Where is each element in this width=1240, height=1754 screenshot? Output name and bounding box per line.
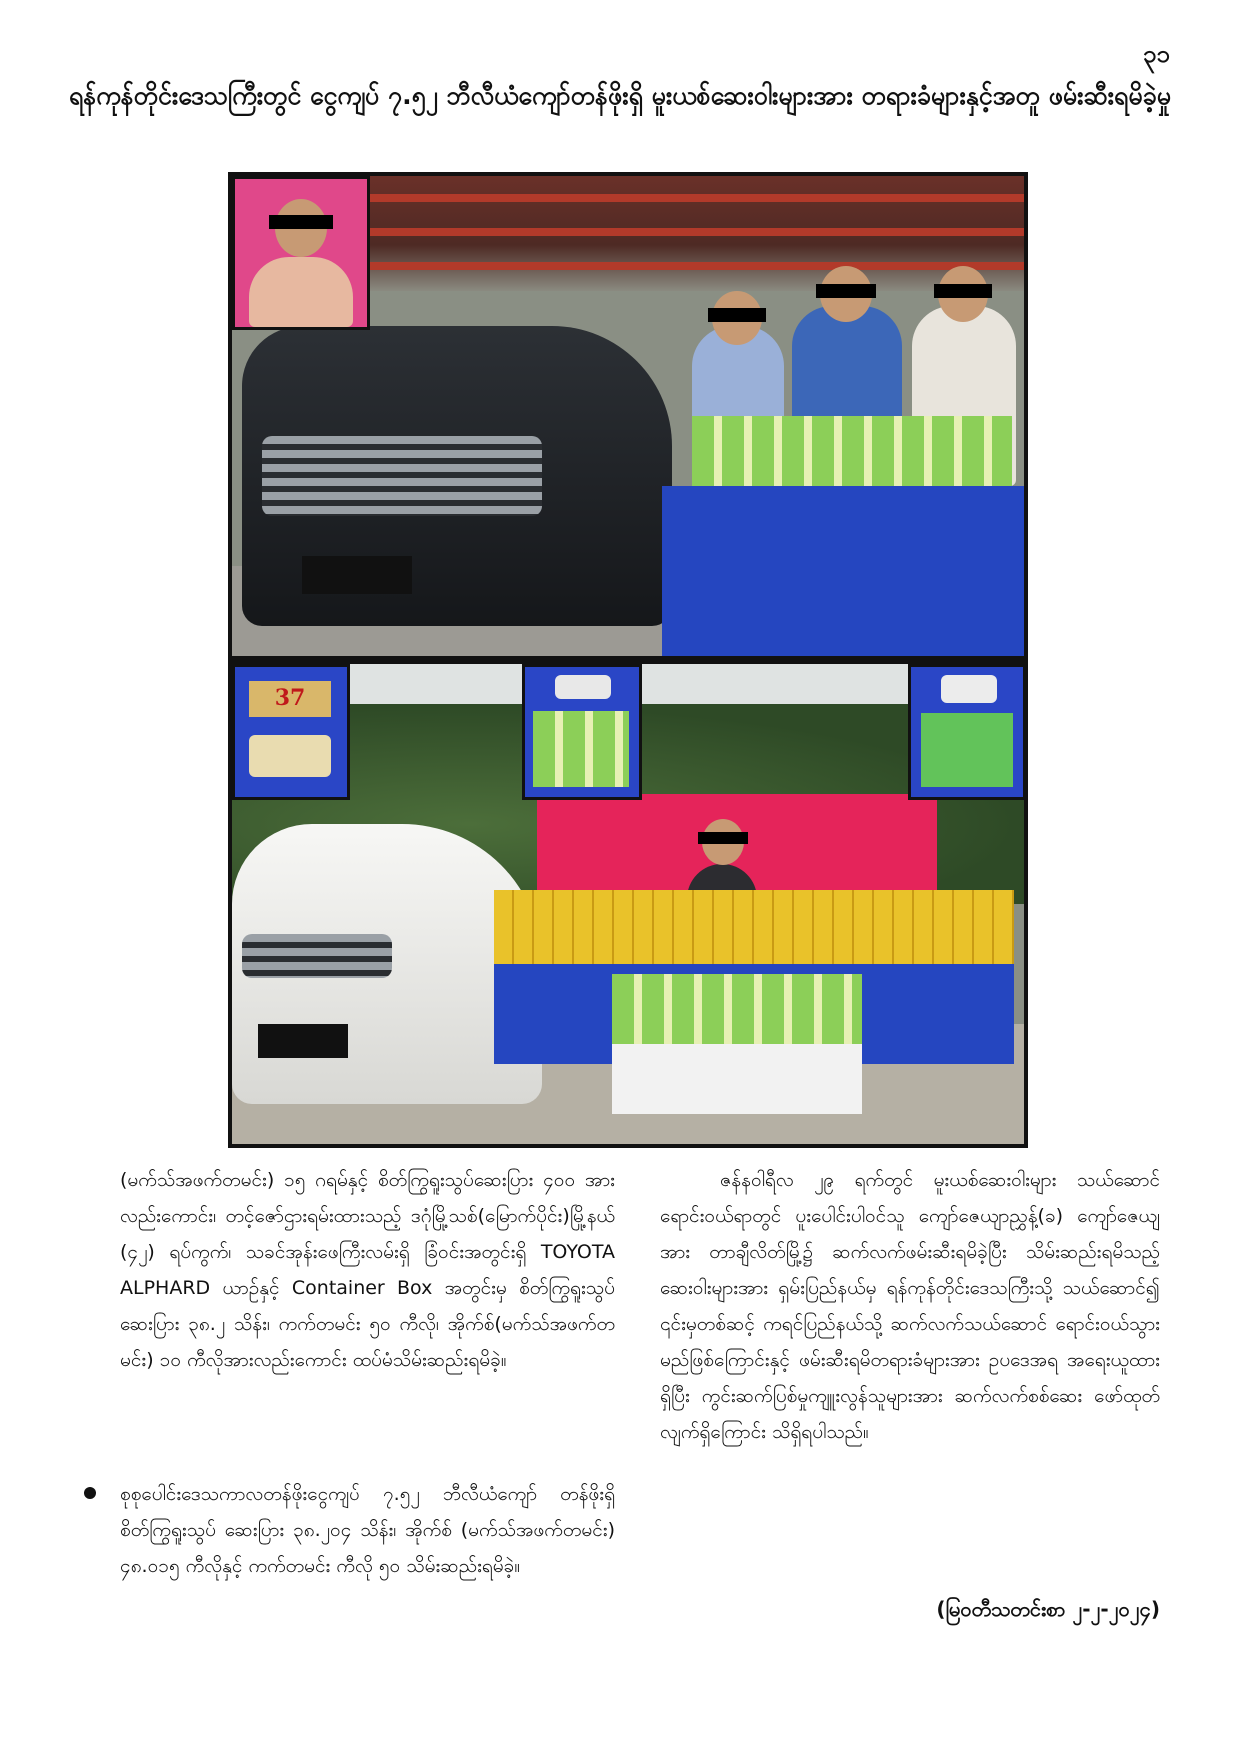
bottom-photo	[228, 660, 1028, 1148]
seized-tablet-bricks	[494, 890, 1014, 964]
article-title: ရန်ကုန်တိုင်းဒေသကြီးတွင် ငွေကျပ် ၇.၅၂ ဘီလီယံကျော်တန်ဖိုးရှိ မူးယစ်ဆေးဝါးများအား တရားခံများနှင့်အတူ ဖမ်းဆီးရမိခဲ့မှု	[68, 81, 1171, 110]
censor-bar	[816, 284, 876, 298]
source-citation: (မြဝတီသတင်းစာ ၂-၂-၂၀၂၄)	[936, 1597, 1160, 1621]
left-column-paragraph: (မက်သ်အဖက်တမင်း) ၁၅ ဂရမ်နှင့် စိတ်ကြွရူးသွပ်ဆေးပြား ၄၀၀ အား လည်းကောင်း၊ တင့်ဇော်ဌားရမ်းထားသည့် ဒဂုံမြို့သစ်(မြောက်ပိုင်း)မြို့နယ် (၄၂) ရပ်ကွက်၊ သခင်အုန်းဖေကြီးလမ်းရှိ ခြံဝင်းအတွင်းရှိ TOYOTA ALPHARD ယာဉ်နှင့် Container Box အတွင်းမှ စိတ်ကြွရူးသွပ်ဆေးပြား ၃၈.၂ သိန်း၊ ကက်တမင်း ၅၀ ကီလို၊ အိုက်စ်(မက်သ်အဖက်တမင်း) ၁၀ ကီလိုအားလည်းကောင်း ထပ်မံသိမ်းဆည်းရမိခဲ့။	[120, 1169, 615, 1371]
evidence-inset-packs	[908, 664, 1026, 800]
seized-packets	[612, 974, 862, 1044]
censor-bar	[934, 284, 992, 298]
evidence-inset-bricks	[232, 664, 350, 800]
suspect-portrait	[232, 176, 370, 330]
bullet-icon	[84, 1487, 96, 1499]
seized-packets	[692, 416, 1012, 486]
evidence-table	[662, 486, 1024, 656]
white-table	[612, 1044, 862, 1114]
top-photo	[228, 172, 1028, 660]
right-column-paragraph: ဇန်နဝါရီလ ၂၉ ရက်တွင် မူးယစ်ဆေးဝါးများ သယ်ဆောင်ရောင်းဝယ်ရာတွင် ပူးပေါင်းပါဝင်သူ ကျော်ဇေယျာညွှန့်(ခ) ကျော်ဇေယျအား တာချီလိတ်မြို့၌ ဆက်လက်ဖမ်းဆီးရမိခဲ့ပြီး သိမ်းဆည်းရမိသည့် ဆေးဝါးများအား ရှမ်းပြည်နယ်မှ ရန်ကုန်တိုင်းဒေသကြီးသို့ သယ်ဆောင်၍ ၎င်းမှတစ်ဆင့် ကရင်ပြည်နယ်သို့ ဆက်လက်သယ်ဆောင် ရောင်းဝယ်သွားမည်ဖြစ်ကြောင်းနှင့် ဖမ်းဆီးရမိတရားခံများအား ဥပဒေအရ အရေးယူထားရှိပြီး ကွင်းဆက်ပြစ်မှုကျူးလွန်သူများအား ဆက်လက်စစ်ဆေး ဖော်ထုတ်လျက်ရှိကြောင်း သိရှိရပါသည်။	[660, 1169, 1160, 1443]
evidence-number-badge: 37	[249, 681, 331, 717]
suv-grille	[262, 436, 542, 516]
censor-bar	[708, 308, 766, 322]
van-plate-redacted	[258, 1024, 348, 1058]
bullet-paragraph: စုစုပေါင်းဒေသကာလတန်ဖိုးငွေကျပ် ၇.၅၂ ဘီလီယံကျော် တန်ဖိုးရှိ စိတ်ကြွရူးသွပ် ဆေးပြား ၃၈.၂၀၄ သိန်း၊ အိုက်စ် (မက်သ်အဖက်တမင်း) ၄၈.၀၁၅ ကီလိုနှင့် ကက်တမင်း ကီလို ၅၀ သိမ်းဆည်းရမိခဲ့။	[120, 1483, 615, 1577]
evidence-inset-packets	[522, 664, 642, 800]
van-grille	[242, 934, 392, 978]
suv-plate-redacted	[302, 556, 412, 594]
censor-bar	[698, 832, 748, 844]
page-number: ၃၁	[1143, 40, 1170, 68]
